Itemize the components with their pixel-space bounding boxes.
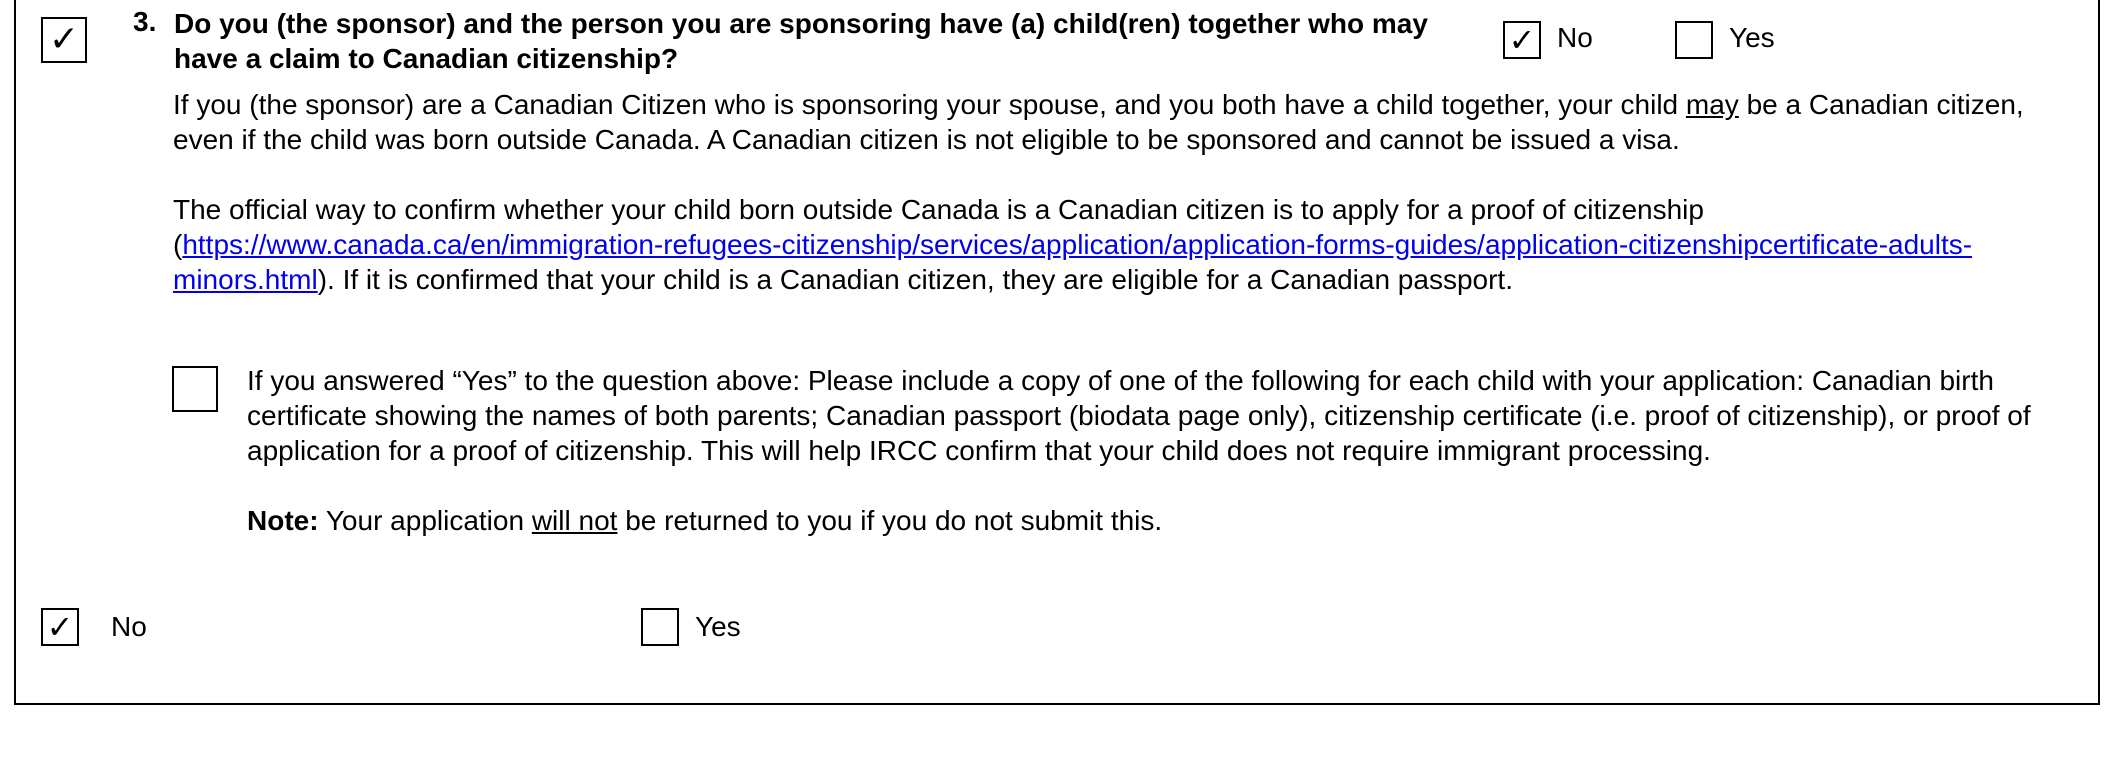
check-icon: ✓ [1508,21,1536,59]
citizenship-certificate-link[interactable]: https://www.canada.ca/en/immigration-refugees-citizenship/services/application/application-forms-guides/application-citizenshipcertificate-adults-minors.html [173,229,1973,295]
info-text: The official way to confirm whether your child born outside Canada is a Canadian citizen is to apply for a proof of citizenship ( [173,194,1704,260]
bottom-no-checkbox[interactable] [41,608,79,646]
info-paragraph-proof [173,192,2073,297]
check-icon: ✓ [48,19,80,60]
question-text: Do you (the sponsor) and the person you are sponsoring have (a) child(ren) together who may have a claim to Canadian citizenship? [174,8,1428,74]
check-icon: ✓ [46,608,74,646]
answer-no-label: No [1557,22,1593,53]
note-label: Note: [247,505,319,536]
followup-instructions: If you answered “Yes” to the question above: Please include a copy of one of the following for each child with your application: Canadian birth certificate showing the names of both parents; Canadian passport (biodata page only), citizenship certificate (i.e. proof of citizenship), or proof of application for a proof of citizenship. This will help IRCC confirm that your child does not require immigrant processing. [247,365,2031,466]
emphasis-may: may [1685,89,1739,120]
info-paragraph-citizen [173,87,2073,157]
answer-no-checkbox[interactable] [1503,21,1541,59]
question-number: 3. [133,6,157,37]
answer-yes-label: Yes [1729,22,1775,53]
info-text: If you (the sponsor) are a Canadian Citizen who is sponsoring your spouse, and you both have a child together, your child [173,89,1686,120]
question-3-row-checkbox[interactable] [41,17,87,63]
child-documents-checkbox[interactable] [172,366,218,412]
answer-yes-checkbox[interactable] [1675,21,1713,59]
info-text: ). If it is confirmed that your child is a Canadian citizen, they are eligible for a Canadian passport. [317,264,1513,295]
bottom-yes-label: Yes [695,611,741,642]
note-text: be returned to you if you do not submit this. [617,505,1163,536]
bottom-yes-checkbox[interactable] [641,608,679,646]
followup-note [247,503,2087,538]
bottom-no-label: No [111,611,147,642]
note-text: Your application [318,505,532,536]
info-text: be a Canadian citizen, even if the child was born outside Canada. A Canadian citizen is not eligible to be sponsored and cannot be issued a visa. [173,89,2024,155]
emphasis-will-not: will not [531,505,618,536]
